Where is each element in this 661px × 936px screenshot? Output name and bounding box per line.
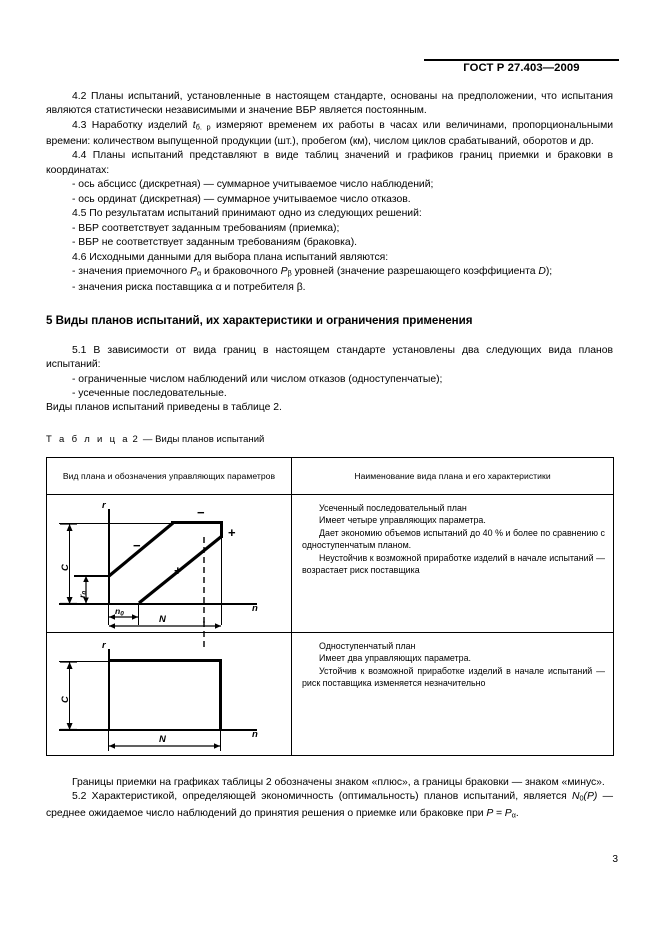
symbol-P-beta: P xyxy=(280,266,288,278)
desc-1-line-1: Усеченный последовательный план xyxy=(319,503,467,513)
symbol-t: t xyxy=(192,119,196,131)
label-N: N xyxy=(159,734,166,745)
desc-2-line-1: Одноступенчатый план xyxy=(319,641,416,651)
symbol-P-equals-P: P = P xyxy=(486,807,512,819)
label-n0: $n_0$ xyxy=(115,606,124,618)
section-5-heading: 5 Виды планов испытаний, их характеристики и ограничения применения xyxy=(46,313,473,327)
symbol-P-alpha: P xyxy=(190,266,197,278)
p46-tail: уровней (значение разрешающего коэффициента xyxy=(294,266,536,278)
spacer-before-section-5 xyxy=(46,296,613,314)
label-C: C xyxy=(60,696,71,703)
symbol-N0-subscript: 0 xyxy=(579,794,584,804)
desc-2-line-3: Устойчив к возможной приработке изделий в начале испытаний — риск поставщика изменяется незначительно xyxy=(302,665,605,689)
p46-lead: - значения приемочного xyxy=(72,266,188,278)
symbol-N0-tail: (P) xyxy=(583,791,598,803)
description-cell-truncated-sequential xyxy=(292,495,613,633)
paragraph-4-3-tail: измеряют временем их работы в часах или величинами, пропорциональными времени: количеством выпущенной продукции (шт.), пробегом (км), числом циклов срабатываний, оборотов и др. xyxy=(46,119,614,147)
paragraph-4-3 xyxy=(46,119,613,150)
label-x-axis-n: n xyxy=(252,729,258,740)
paragraph-4-5-item-2: - ВБР не соответствует заданным требованиям (браковка). xyxy=(72,237,358,249)
table-2-caption xyxy=(46,434,613,445)
sign-minus-top: − xyxy=(197,505,205,520)
description-text-1 xyxy=(292,495,613,576)
table-row xyxy=(47,495,613,633)
sign-plus-right: + xyxy=(228,525,236,540)
table-header-cell-2 xyxy=(292,458,613,495)
diagram-cell-truncated-sequential xyxy=(47,495,292,633)
label-x-axis-n: n xyxy=(252,603,258,614)
p46-close: ); xyxy=(545,266,553,278)
diagram-cell-single-stage xyxy=(47,633,292,755)
paragraph-5-1-closing: Виды планов испытаний приведены в таблице 2. xyxy=(46,402,282,414)
desc-2-line-2: Имеет два управляющих параметра. xyxy=(319,653,471,664)
label-N: N xyxy=(159,614,166,625)
table-header-label-2: Наименование вида плана и его характеристики xyxy=(354,470,551,481)
paragraph-4-6-item-1 xyxy=(46,265,613,281)
paragraph-4-5-item-1: - ВБР соответствует заданным требованиям (приемка); xyxy=(72,222,340,234)
spacer-after-section-5 xyxy=(46,327,613,344)
paragraph-5-1-item-2: - усеченные последовательные. xyxy=(72,387,227,399)
p52-period: . xyxy=(515,807,519,819)
table-caption-title: Виды планов испытаний xyxy=(155,433,265,445)
paragraph-4-6-item-2: - значения риска поставщика α и потребителя β. xyxy=(72,282,306,294)
table-caption-label: Т а б л и ц а xyxy=(46,433,130,445)
sign-minus-middle: − xyxy=(133,538,141,553)
single-stage-plan-graph xyxy=(47,633,292,755)
table-header-cell-1 xyxy=(47,458,292,495)
p52-mid: — среднее ожидаемое число наблюдений до принятия решения о приемке или браковке при xyxy=(46,791,613,819)
symbol-P-beta-subscript: β xyxy=(287,268,292,278)
symbol-P-alpha-subscript: α xyxy=(196,268,202,278)
paragraph-5-1: 5.1 В зависимости от вида границ в настоящем стандарте установлены два следующих вида планов испытаний: xyxy=(46,344,613,371)
sign-plus-middle: + xyxy=(174,563,182,578)
table-caption-number: 2 xyxy=(132,433,141,445)
desc-1-line-2: Имеет четыре управляющих параметра. xyxy=(319,515,486,526)
body-text-upper xyxy=(46,90,613,445)
label-r0: $r_0$ xyxy=(77,591,89,598)
description-text-2 xyxy=(292,633,613,690)
table-plans-of-tests xyxy=(46,457,614,756)
label-y-axis-r: r xyxy=(102,500,106,511)
paragraph-4-4-item-1: - ось абсцисс (дискретная) — суммарное учитываемое число наблюдений; xyxy=(72,179,434,191)
paragraph-after-table: Границы приемки на графиках таблицы 2 обозначены знаком «плюс», а границы браковки — знаком «минус». xyxy=(72,777,605,788)
desc-1-line-4: Неустойчив к возможной приработке изделий в начале испытаний — возрастает риск поставщика xyxy=(302,552,605,576)
paragraph-5-1-item-1: - ограниченные числом наблюдений или числом отказов (одноступенчатые); xyxy=(72,373,443,385)
table-header-row xyxy=(47,458,613,495)
symbol-P-equals-P-subscript: α xyxy=(511,810,516,820)
table-header-label-1: Вид плана и обозначения управляющих параметров xyxy=(62,470,276,481)
standard-number-header: ГОСТ Р 27.403—2009 xyxy=(463,62,580,74)
symbol-t-subscript: б. р xyxy=(195,122,211,132)
paragraph-5-2 xyxy=(46,790,613,822)
paragraph-4-3-lead: 4.3 Наработку изделий xyxy=(72,119,188,131)
label-y-axis-r: r xyxy=(102,640,106,651)
paragraph-4-2: 4.2 Планы испытаний, установленные в настоящем стандарте, основаны на предположении, что испытания являются статистически независимыми и значение ВБР является постоянным. xyxy=(46,91,613,117)
truncated-sequential-plan-graph xyxy=(47,495,292,633)
p46-mid: и браковочного xyxy=(204,266,278,278)
spacer-before-table-caption xyxy=(46,416,613,434)
paragraph-4-4-item-2: - ось ординат (дискретная) — суммарное учитываемое число отказов. xyxy=(72,193,411,205)
paragraph-4-6: 4.6 Исходными данными для выбора плана испытаний являются: xyxy=(72,251,389,263)
table-row xyxy=(47,633,613,755)
p52-lead: 5.2 Характеристикой, определяющей экономичность (оптимальность) планов испытаний, является xyxy=(72,791,567,803)
symbol-N0: N xyxy=(571,791,580,803)
paragraph-4-4: 4.4 Планы испытаний представляют в виде таблиц значений и графиков границ приемки и браковки в координатах: xyxy=(46,150,613,176)
description-cell-single-stage xyxy=(292,633,613,755)
table-caption-dash: — xyxy=(142,433,153,445)
body-text-lower xyxy=(46,776,613,823)
header-rule xyxy=(424,59,619,61)
page-number: 3 xyxy=(612,854,618,865)
label-C: C xyxy=(60,564,71,571)
paragraph-4-5: 4.5 По результатам испытаний принимают одно из следующих решений: xyxy=(72,208,422,220)
desc-1-line-3: Дает экономию объемов испытаний до 40 % и более по сравнению с одноступенчатым планом. xyxy=(302,527,605,551)
symbol-D: D xyxy=(538,266,546,278)
